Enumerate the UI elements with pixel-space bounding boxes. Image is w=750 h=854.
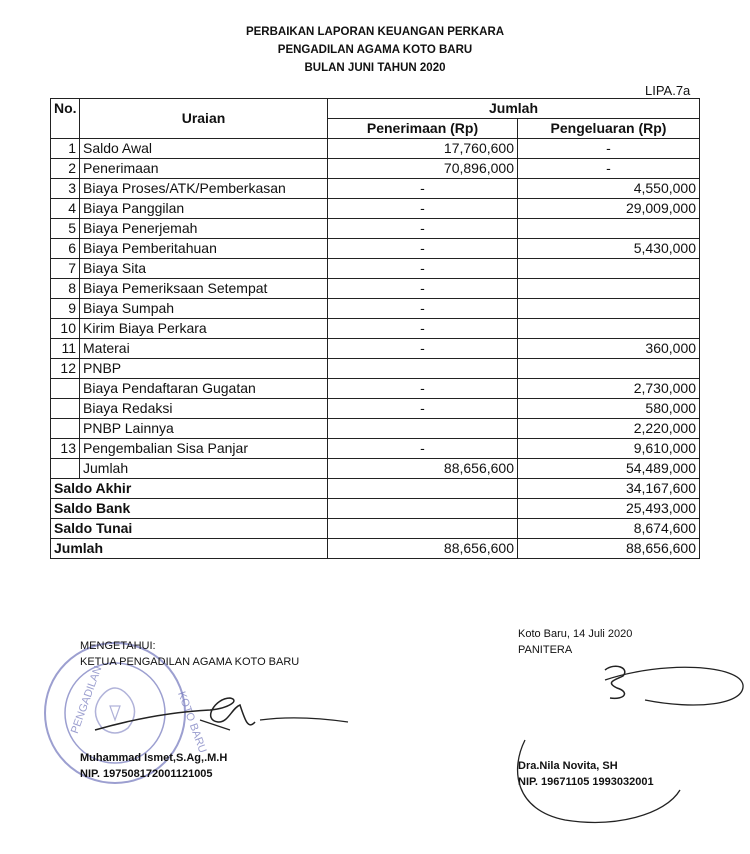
summary-row	[51, 539, 700, 559]
svg-text:KOTO BARU: KOTO BARU	[175, 689, 209, 755]
report-period: BULAN JUNI TAHUN 2020	[304, 62, 446, 74]
cell-no	[51, 419, 80, 439]
cell-uraian: Kirim Biaya Perkara	[80, 319, 328, 339]
cell-in: -	[328, 239, 518, 259]
cell-uraian: Saldo Awal	[80, 139, 328, 159]
left-sign-title1: MENGETAHUI:	[80, 640, 156, 652]
summary-out: 34,167,600	[518, 479, 700, 499]
summary-label: Saldo Bank	[51, 499, 328, 519]
table-row	[51, 419, 700, 439]
cell-out: 580,000	[518, 399, 700, 419]
right-sign-nip: NIP. 19671105 1993032001	[518, 776, 654, 788]
cell-no: 13	[51, 439, 80, 459]
table-row	[51, 259, 700, 279]
cell-out: 9,610,000	[518, 439, 700, 459]
cell-uraian: Biaya Panggilan	[80, 199, 328, 219]
table-row	[51, 159, 700, 179]
left-sign-name: Muhammad Ismet,S.Ag,.M.H	[80, 752, 228, 764]
cell-uraian: Biaya Redaksi	[80, 399, 328, 419]
cell-uraian: PNBP	[80, 359, 328, 379]
cell-no: 2	[51, 159, 80, 179]
cell-no: 11	[51, 339, 80, 359]
cell-uraian: Biaya Penerjemah	[80, 219, 328, 239]
cell-in	[328, 419, 518, 439]
table-row	[51, 139, 700, 159]
cell-out: 2,730,000	[518, 379, 700, 399]
cell-in: -	[328, 299, 518, 319]
table-row	[51, 319, 700, 339]
table-row	[51, 179, 700, 199]
cell-out: 2,220,000	[518, 419, 700, 439]
form-code: LIPA.7a	[645, 83, 691, 98]
summary-label: Saldo Akhir	[51, 479, 328, 499]
cell-out	[518, 259, 700, 279]
cell-no	[51, 379, 80, 399]
cell-in: 17,760,600	[328, 139, 518, 159]
financial-report-table	[50, 98, 700, 559]
cell-in: -	[328, 179, 518, 199]
cell-in: 88,656,600	[328, 459, 518, 479]
summary-in	[328, 479, 518, 499]
cell-in: 70,896,000	[328, 159, 518, 179]
table-row	[51, 359, 700, 379]
summary-row	[51, 519, 700, 539]
cell-out	[518, 279, 700, 299]
summary-row	[51, 499, 700, 519]
left-handwritten-signature	[90, 690, 350, 750]
cell-uraian: Biaya Pemberitahuan	[80, 239, 328, 259]
cell-no: 6	[51, 239, 80, 259]
svg-text:PENGADILAN: PENGADILAN	[68, 664, 105, 736]
right-sign-name: Dra.Nila Novita, SH	[518, 760, 618, 772]
left-sign-title2: KETUA PENGADILAN AGAMA KOTO BARU	[80, 656, 300, 668]
summary-in	[328, 499, 518, 519]
cell-out	[518, 219, 700, 239]
cell-no	[51, 459, 80, 479]
cell-no	[51, 399, 80, 419]
cell-in: -	[328, 399, 518, 419]
cell-in: -	[328, 199, 518, 219]
summary-in	[328, 519, 518, 539]
cell-no: 12	[51, 359, 80, 379]
col-pengeluaran-header: Pengeluaran (Rp)	[518, 119, 700, 139]
cell-no: 9	[51, 299, 80, 319]
table-row	[51, 299, 700, 319]
summary-label: Saldo Tunai	[51, 519, 328, 539]
cell-out: 4,550,000	[518, 179, 700, 199]
left-sign-nip: NIP. 197508172001121005	[80, 768, 213, 780]
cell-in: -	[328, 219, 518, 239]
cell-out: -	[518, 139, 700, 159]
cell-out	[518, 299, 700, 319]
cell-uraian: Biaya Pemeriksaan Setempat	[80, 279, 328, 299]
table-row	[51, 459, 700, 479]
table-row	[51, 199, 700, 219]
table-row	[51, 219, 700, 239]
right-place-date: Koto Baru, 14 Juli 2020	[518, 628, 633, 640]
cell-no: 4	[51, 199, 80, 219]
table-row	[51, 339, 700, 359]
cell-out: -	[518, 159, 700, 179]
col-uraian-header: Uraian	[80, 99, 328, 139]
summary-out: 25,493,000	[518, 499, 700, 519]
cell-uraian: Biaya Sumpah	[80, 299, 328, 319]
summary-in: 88,656,600	[328, 539, 518, 559]
table-row	[51, 279, 700, 299]
cell-no: 3	[51, 179, 80, 199]
summary-out: 88,656,600	[518, 539, 700, 559]
col-no-header: No.	[51, 99, 80, 139]
summary-label: Jumlah	[51, 539, 328, 559]
cell-in: -	[328, 339, 518, 359]
cell-out: 29,009,000	[518, 199, 700, 219]
cell-uraian: Biaya Proses/ATK/Pemberkasan	[80, 179, 328, 199]
table-row	[51, 399, 700, 419]
cell-uraian: Biaya Pendaftaran Gugatan	[80, 379, 328, 399]
cell-in	[328, 359, 518, 379]
court-name: PENGADILAN AGAMA KOTO BARU	[277, 44, 473, 56]
cell-no: 5	[51, 219, 80, 239]
cell-uraian: Jumlah	[80, 459, 328, 479]
cell-out	[518, 359, 700, 379]
cell-in: -	[328, 439, 518, 459]
cell-uraian: Penerimaan	[80, 159, 328, 179]
cell-uraian: Materai	[80, 339, 328, 359]
cell-no: 1	[51, 139, 80, 159]
table-row	[51, 439, 700, 459]
col-jumlah-header: Jumlah	[328, 99, 700, 119]
cell-in: -	[328, 379, 518, 399]
report-title: PERBAIKAN LAPORAN KEUANGAN PERKARA	[245, 26, 505, 38]
cell-no: 7	[51, 259, 80, 279]
right-sign-title: PANITERA	[518, 644, 573, 656]
right-handwritten-signature	[505, 640, 750, 830]
cell-out: 54,489,000	[518, 459, 700, 479]
table-row	[51, 239, 700, 259]
table-row	[51, 379, 700, 399]
cell-out	[518, 319, 700, 339]
cell-in: -	[328, 259, 518, 279]
summary-row	[51, 479, 700, 499]
col-penerimaan-header: Penerimaan (Rp)	[328, 119, 518, 139]
cell-in: -	[328, 319, 518, 339]
cell-no: 8	[51, 279, 80, 299]
cell-out: 5,430,000	[518, 239, 700, 259]
cell-uraian: Biaya Sita	[80, 259, 328, 279]
cell-no: 10	[51, 319, 80, 339]
cell-uraian: Pengembalian Sisa Panjar	[80, 439, 328, 459]
cell-uraian: PNBP Lainnya	[80, 419, 328, 439]
cell-out: 360,000	[518, 339, 700, 359]
cell-in: -	[328, 279, 518, 299]
summary-out: 8,674,600	[518, 519, 700, 539]
